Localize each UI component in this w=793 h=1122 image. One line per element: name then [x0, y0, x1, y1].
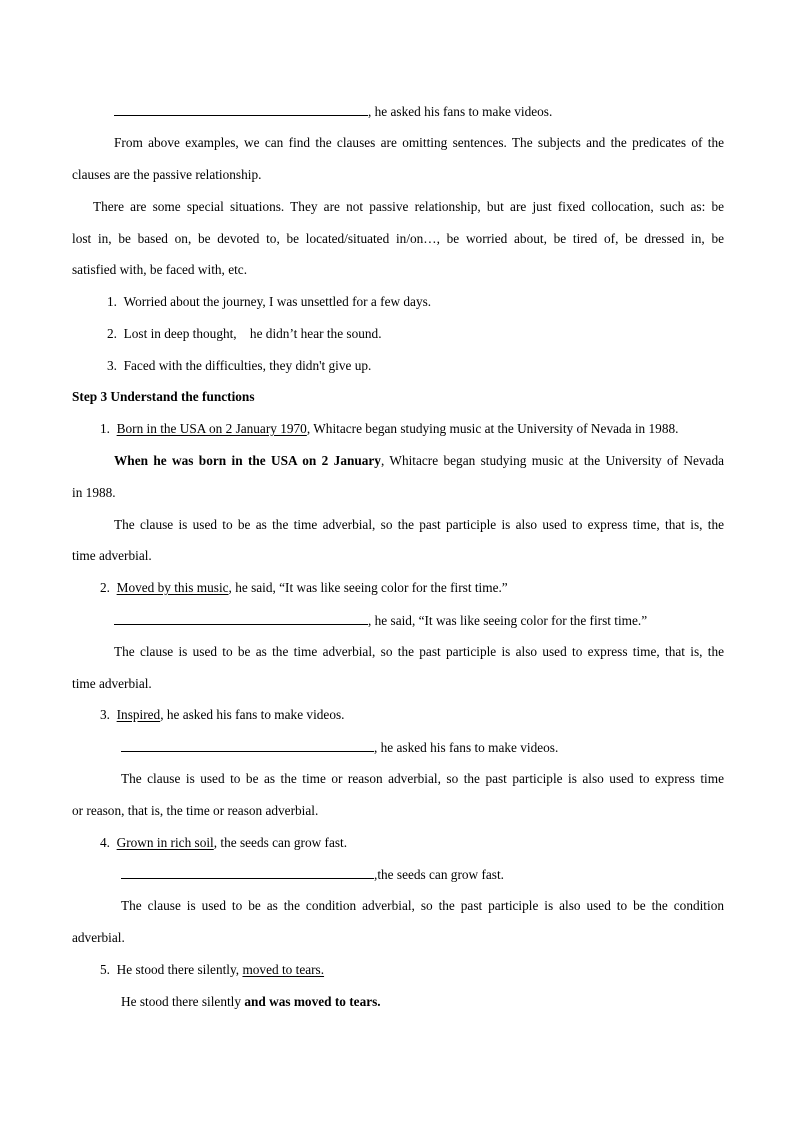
- paragraph-line: clauses are the passive relationship.: [72, 167, 262, 182]
- section-heading: Step 3 Understand the functions: [72, 389, 255, 404]
- sentence-item: 1. Born in the USA on 2 January 1970, Whitacre began studying music at the University of Nevada in 1988.: [100, 421, 679, 436]
- sentence-item: 3. Inspired, he asked his fans to make videos.: [100, 707, 345, 722]
- example-item: 3. Faced with the difficulties, they didn't give up.: [107, 358, 372, 373]
- explanation-line: The clause is used to be as the condition adverbial, so the past participle is also used to be the condition: [121, 898, 724, 913]
- blank-line[interactable]: [114, 612, 368, 625]
- answer-line-1: , he asked his fans to make videos.: [114, 103, 552, 120]
- paragraph-line: From above examples, we can find the clauses are omitting sentences. The subjects and the predicates of the: [114, 135, 724, 150]
- blank-line[interactable]: [121, 866, 374, 879]
- answer-line-3: , he asked his fans to make videos.: [121, 739, 558, 756]
- rewrite-line: He stood there silently and was moved to tears.: [121, 994, 381, 1009]
- explanation-line: time adverbial.: [72, 676, 152, 691]
- answer-line-4: ,the seeds can grow fast.: [121, 866, 504, 883]
- explanation-line: or reason, that is, the time or reason adverbial.: [72, 803, 319, 818]
- explanation-line: The clause is used to be as the time adverbial, so the past participle is also used to express time, that is, the: [114, 644, 724, 659]
- rewrite-line: When he was born in the USA on 2 January, Whitacre began studying music at the University of Nevada: [114, 453, 724, 468]
- blank-line[interactable]: [121, 739, 374, 752]
- sentence-item: 4. Grown in rich soil, the seeds can grow fast.: [100, 835, 348, 850]
- sentence-item: 5. He stood there silently, moved to tears.: [100, 962, 325, 977]
- paragraph-line: lost in, be based on, be devoted to, be located/situated in/on…, be worried about, be tired of, be dressed in, be: [72, 231, 724, 246]
- explanation-line: The clause is used to be as the time or reason adverbial, so the past participle is also used to express time: [121, 771, 724, 786]
- explanation-line: The clause is used to be as the time adverbial, so the past participle is also used to express time, that is, the: [114, 517, 724, 532]
- rewrite-line: in 1988.: [72, 485, 116, 500]
- explanation-line: adverbial.: [72, 930, 125, 945]
- example-item: 2. Lost in deep thought, he didn’t hear the sound.: [107, 326, 382, 341]
- answer-line-2: , he said, “It was like seeing color for the first time.”: [114, 612, 647, 629]
- example-item: 1. Worried about the journey, I was unsettled for a few days.: [107, 294, 432, 309]
- paragraph-line: satisfied with, be faced with, etc.: [72, 262, 248, 277]
- paragraph-line: There are some special situations. They are not passive relationship, but are just fixed collocation, such as: be: [93, 199, 724, 214]
- sentence-item: 2. Moved by this music, he said, “It was like seeing color for the first time.”: [100, 580, 508, 595]
- blank-line[interactable]: [114, 103, 368, 116]
- explanation-line: time adverbial.: [72, 548, 152, 563]
